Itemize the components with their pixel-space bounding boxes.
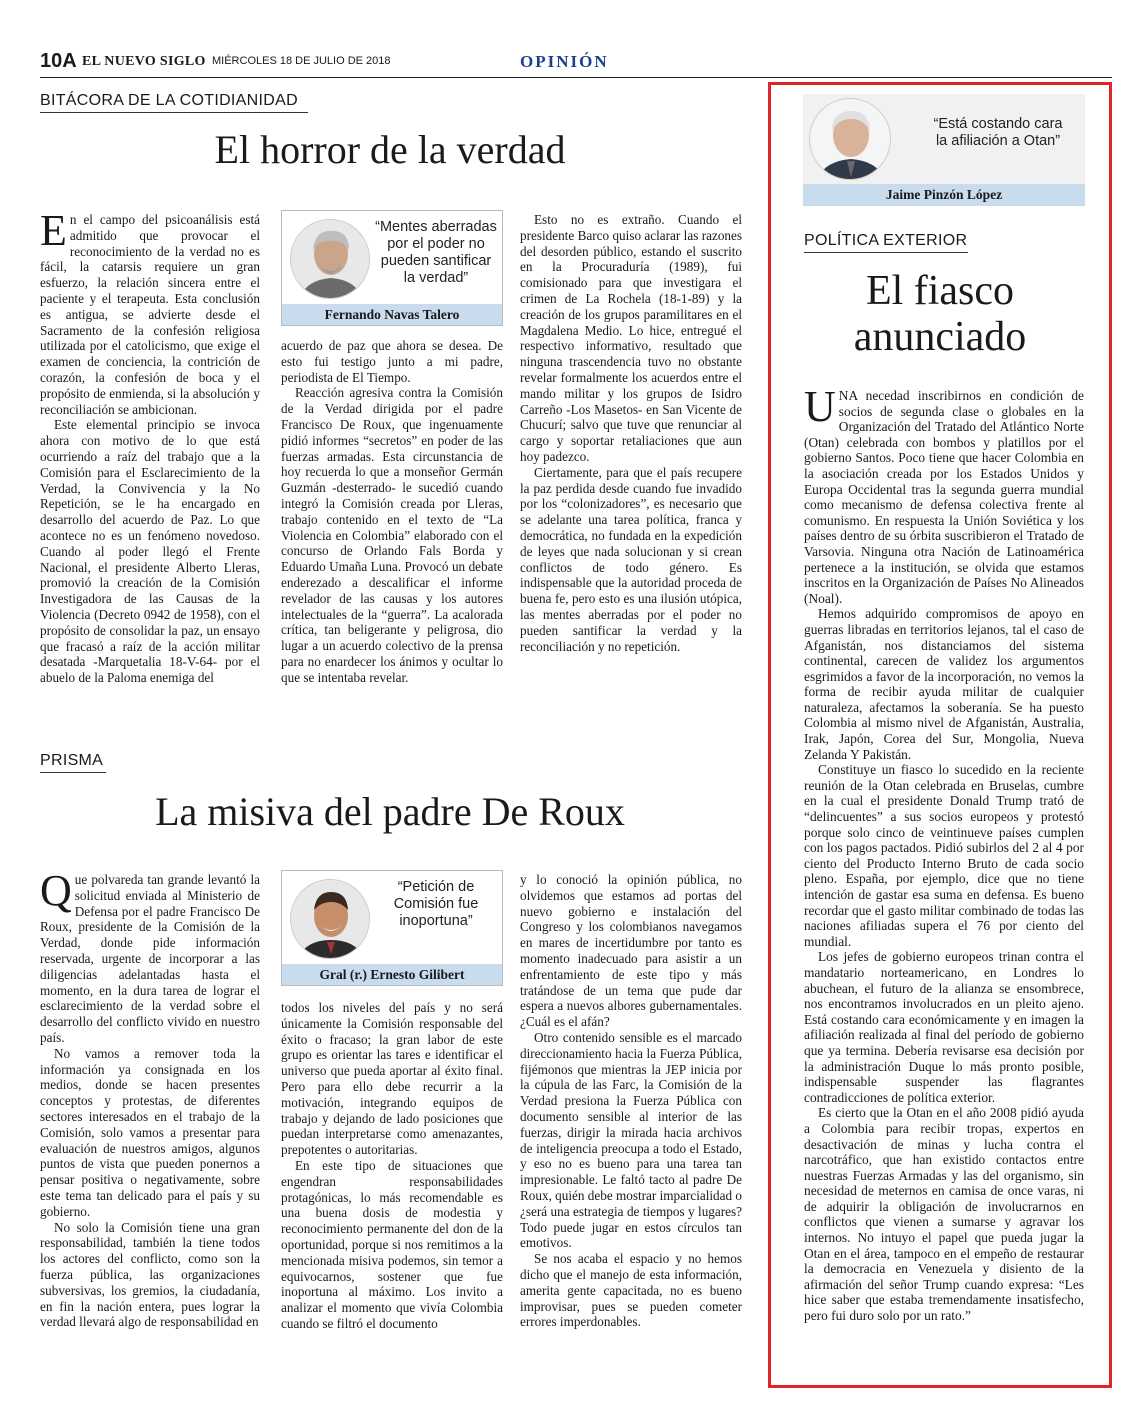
article3-author-byline: Jaime Pinzón López [803,184,1085,206]
article3-body [804,382,1084,1324]
article1-dropcap: E [40,206,67,255]
article3-dropcap: U [804,382,836,431]
article2-column-1 [40,866,260,1330]
article2-kicker-rule [40,772,106,773]
newspaper-name: EL NUEVO SIGLO [82,54,206,69]
page-header [40,50,1112,78]
article1-col1-paragraph: n el campo del psicoanálisis está admitido que provocar el reconocimiento de la verdad no es fácil, la catarsis requiere un gran esfuerzo, la relación sincera entre el paciente y el terapeuta. Esta conclusión es antigua, se advierte desde el Sacramento de la confesión religiosa utilizada por el catolicismo, que exige el examen de conciencia, la contrición de corazón, la confesión de boca y el propósito de enmienda, si la absolución y reconciliación se ambicionan. [40,212,260,417]
article2-kicker: PRISMA [40,752,104,769]
article3-kicker-rule [804,252,968,253]
article1-kicker-rule [40,112,308,113]
article1-quote-box [281,210,503,326]
article2-column-2 [281,1000,503,1332]
article3-kicker: POLÍTICA EXTERIOR [804,232,968,249]
article1-column-3 [520,212,742,654]
article1-col1-paragraph: Este elemental principio se invoca ahora con motivo de lo que está ocurriendo a raíz del trabajo que a la Comisión para el Esclarecimiento de la Verdad, la Convivencia y la No Repetición, se le ha encargado en desarrollo del acuerdo de Paz. Lo que acontece no es un fenómeno novedoso. Cuando al poder llegó el Frente Nacional, el presidente Alberto Lleras, promovió la creación de la Comisión Investigadora de las Causas de la Violencia (Decreto 0942 de 1958), con el propósito de consolidar la paz, un ensayo que fracasó a raíz de la acción militar desatada -Marquetalia 18-V-64- por el abuelo de la Paloma enemiga del [40,417,260,686]
article3-headline-line: anunciado [853,314,1027,360]
article2-col3-paragraph: Otro contenido sensible es el marcado direccionamiento hacia la Fuerza Pública, fijémonos que mientras la JEP inicia por la cúpula de las Farc, la Comisión de la Verdad presiona la Fuerza Pública con documento sensible al interior de las fuerzas, dirigir la mirada hacia archivos de inteligencia preocupa a todo el Estado, y eso no es bueno para una tarea tan impresionable. Le faltó tacto al padre De Roux, quién debe mostrar imparcialidad o ¿será una estrategia de tiempos y lugares? Todo puede jugar en estos círculos tan emotivos. [520,1029,742,1251]
section-name: OPINIÓN [520,52,609,71]
author-photo-pinzon [809,98,891,180]
article1-kicker: BITÁCORA DE LA COTIDIANIDAD [40,92,298,109]
article3-headline-line: El fiasco [865,268,1015,314]
article3-quote: “Está costando cara la afiliación a Otan” [933,116,1063,149]
article3-paragraph: Hemos adquirido compromisos de apoyo en guerras libradas en territorios lejanos, tal el caso de Afganistán, nos distanciamos del sistema continental, carecen de validez los argumentos esgrimidos a favor de la incorporación, no vemos la forma de recibir ayuda militar de cualquier naturaleza, afectamos la soberanía. Se ha puesto Colombia al mismo nivel de Afganistán, Australia, Irak, Japón, Corea del Sur, Mongolia, Nueva Zelanda Y Pakistán. [804,606,1084,762]
article2-col3-paragraph: y lo conoció la opinión pública, no olvidemos que estamos ad portas del nuevo gobierno e instalación del Congreso y los colombianos navegamos en mares de incertidumbre por tanto es momento inadecuado para asistir a un enfrentamiento de este tipo y más tratándose de un tema que pude dar espera a nuevos albores gubernamentales. ¿Cuál es el afán? [520,872,742,1030]
article2-col3-paragraph: Se nos acaba el espacio y no hemos dicho que el manejo de esta información, amerita gente capacitada, no es bueno improvisar, pues se pueden cometer errores imperdonables. [520,1251,742,1330]
article2-col1-paragraph: No vamos a remover toda la información ya consignada en los medios, donde se hacen presentes conceptos y protestas, de diferentes sectores interesados en el trabajo de la Comisión, solo vamos a presentar para evaluación de nuestros amigos, algunos puntos de vista que pueden ponernos a pensar positiva o negativamente, sobre este tema tan delicado para el país y su gobierno. [40,1045,260,1219]
article1-column-1 [40,206,260,686]
article2-col1-paragraph: ue polvareda tan grande levantó la solicitud enviada al Ministerio de Defensa por el padre Francisco De Roux, presidente de la Comisión de la Verdad, donde pide información reservada, urgente de incorporar a las diligencias adelantadas hasta el momento, en la dura tarea de lograr el esclarecimiento de la verdad sobre el desarrollo del conflicto vivido en nuestro país. [40,872,260,1045]
page-number: 10A [40,50,77,72]
article1-quote: “Mentes aberradas por el poder no pueden santificar la verdad” [375,219,497,286]
publication-date: MIÉRCOLES 18 DE JULIO DE 2018 [212,55,391,67]
article3-quote-box [803,94,1085,206]
article2-quote: “Petición de Comisión fue inoportuna” [393,879,479,929]
article2-col1-paragraph: No solo la Comisión tiene una gran responsabilidad, también la tiene todos los actores del conflicto, como son la fuerza pública, las organizaciones subversivas, los gremios, la ciudadanía, en fin la nación entera, pues lograr la verdad llevará algo de responsabilidad en [40,1219,260,1330]
article3-headline [790,268,1090,360]
author-photo-gilibert [290,879,370,959]
article2-col2-paragraph: En este tipo de situaciones que engendran responsabilidades protagónicas, lo más recomendable es una buena dosis de modestia y reconocimiento permanente del don de la oportunidad, porque si nos remitimos a la mencionada misiva podemos, sin temor a equivocarnos, sostener que fue inoportuna al máximo. Los invito a analizar el momento que vivía Colombia cuando se filtró el documento [281,1157,503,1331]
article2-dropcap: Q [40,866,72,915]
article1-author-byline: Fernando Navas Talero [282,304,502,325]
article2-column-3 [520,872,742,1330]
article3-paragraph: NA necedad inscribirnos en condición de socios de segunda clase o globales en la Organización del Tratado del Atlántico Norte (Otan) celebrada con bombos y platillos por el gobierno Santos. Poco tiene que hacer Colombia en la asociación creada por los Estados Unidos y Europa Occidental tras la segunda guerra mundial como mecanismo de defensa colectiva frente al comunismo. En respuesta la Unión Soviética y los países dentro de su órbita suscribieron el Tratado de Varsovia. Ninguna otra Nación de Latinoamérica pertenece a la institución, se olvida que estamos inscritos en la Organización de Países No Alineados (Noal). [804,388,1084,606]
article1-col2-paragraph: Reacción agresiva contra la Comisión de la Verdad dirigida por el padre Francisco De Roux, que ingenuamente pidió informes “secretos” en poder de las fuerzas armadas. Esta circunstancia de hoy recuerda lo que a monseñor Germán Guzmán -desterrado- le sucedió cuando integró la Comisión creada por Lleras, trabajo contenido en el texto de “La Violencia en Colombia” elaborado con el concurso de Orlando Fals Borda y Eduardo Umaña Luna. Provocó un debate enderezado a descalificar el informe revelador de las causas y los autores intelectuales de la “guerra”. La acalorada crítica, tan beligerante y peligrosa, dio lugar a un acuerdo colectivo de la prensa para no enardecer los ánimos y ocultar lo que se intentaba revelar. [281,385,503,685]
article2-headline: La misiva del padre De Roux [155,789,625,834]
article2-author-byline: Gral (r.) Ernesto Gilibert [282,964,502,985]
article2-quote-box [281,870,503,986]
article1-col2-paragraph: acuerdo de paz que ahora se desea. De esto fui testigo junto a mi padre, periodista de El Tiempo. [281,338,503,385]
author-photo-navas [290,219,370,299]
article3-paragraph: Constituye un fiasco lo sucedido en la reciente reunión de la Otan celebrada en Bruselas, cumbre en la cual el presidente Donald Trump trató de “delincuentes” a sus socios europeos y protestó porque solo cinco de veintinueve países cumplen con los pagos pactados. Pidió subirlos del 2 al 4 por ciento del Producto Interno Bruto de cada socio pleno. España, por ejemplo, dice que no tiene intención de gastar esa suma en defensa. Es bueno recordar que el gasto militar combinado de todas las naciones afiliadas supera el 76 por ciento del mundial. [804,762,1084,949]
article1-col3-paragraph: Ciertamente, para que el país recupere la paz perdida desde cuando fue invadido por los “colonizadores”, es necesario que se adelante una tarea política, franca y democrática, no fundada en la expedición de leyes que nada solucionan y si crean conflictos de todo género. Es indispensable que la autoridad proceda de buena fe, pero esto es una ilusión utópica, las mentes aberradas por el poder no pueden santificar la verdad y la reconciliación y no repetición. [520,464,742,654]
article3-paragraph: Es cierto que la Otan en el año 2008 pidió ayuda a Colombia para recibir tropas, expertos en desactivación de minas y lucha contra el narcotráfico, que han existido contactos entre nuestras Fuerzas Armadas y las del organismo, sin necesidad de meternos en camisa de once varas, ni de adquirir la obligación de involucrarnos en conflictos que vienen a sumarse y agravar los internos. No intuyo el papel que pueda jugar la Otan en el área, tampoco en el empeño de restaurar la democracia en Venezuela y disiento de la afirmación del señor Trump cuando expresa: “Les hice saber que estaba tremendamente insatisfecho, pero fui duro solo por un rato.” [804,1105,1084,1324]
article1-headline: El horror de la verdad [214,127,566,172]
article3-paragraph: Los jefes de gobierno europeos trinan contra el mandatario norteamericano, en Londres lo abuchean, el futuro de la alianza se ensombrece, nos encontramos involucrados en un pleito ajeno. Está costando cara económicamente y en imagen la afiliación realizada al final del período de gobierno que ya termina. Debería revisarse esa decisión por la administración Duque lo más pronto posible, indispensable suspender las flagrantes contradicciones de política exterior. [804,949,1084,1105]
article1-column-2 [281,338,503,686]
article1-col3-paragraph: Esto no es extraño. Cuando el presidente Barco quiso aclarar las razones del desorden público, estando el suscrito en la Procuraduría (1989), fui comisionado para que investigara el crimen de La Rochela (18-1-89) y la creación de los grupos paramilitares en el Magdalena Medio. Lo hice, entregué el respectivo informativo, resultado que ninguna trascendencia tuvo no obstante revelar formalmente los acuerdos entre el mando militar y los grupos de Isidro Carreño -Los Masetos- en San Vicente de Chucurí; salvo que tuve que renunciar al cargo y soportar retaliaciones que aun hoy padezco. [520,212,742,464]
article2-col2-paragraph: todos los niveles del país y no será únicamente la Comisión responsable del éxito o fracaso; la gran labor de este grupo es orientar las tares e identificar el universo que pueda aportar al éxito final. Pero para ello debe recurrir a la motivación, integrando equipos de trabajo y dejando de lado posiciones que puedan interpretarse como amenazantes, prepotentes o autoritarias. [281,1000,503,1158]
